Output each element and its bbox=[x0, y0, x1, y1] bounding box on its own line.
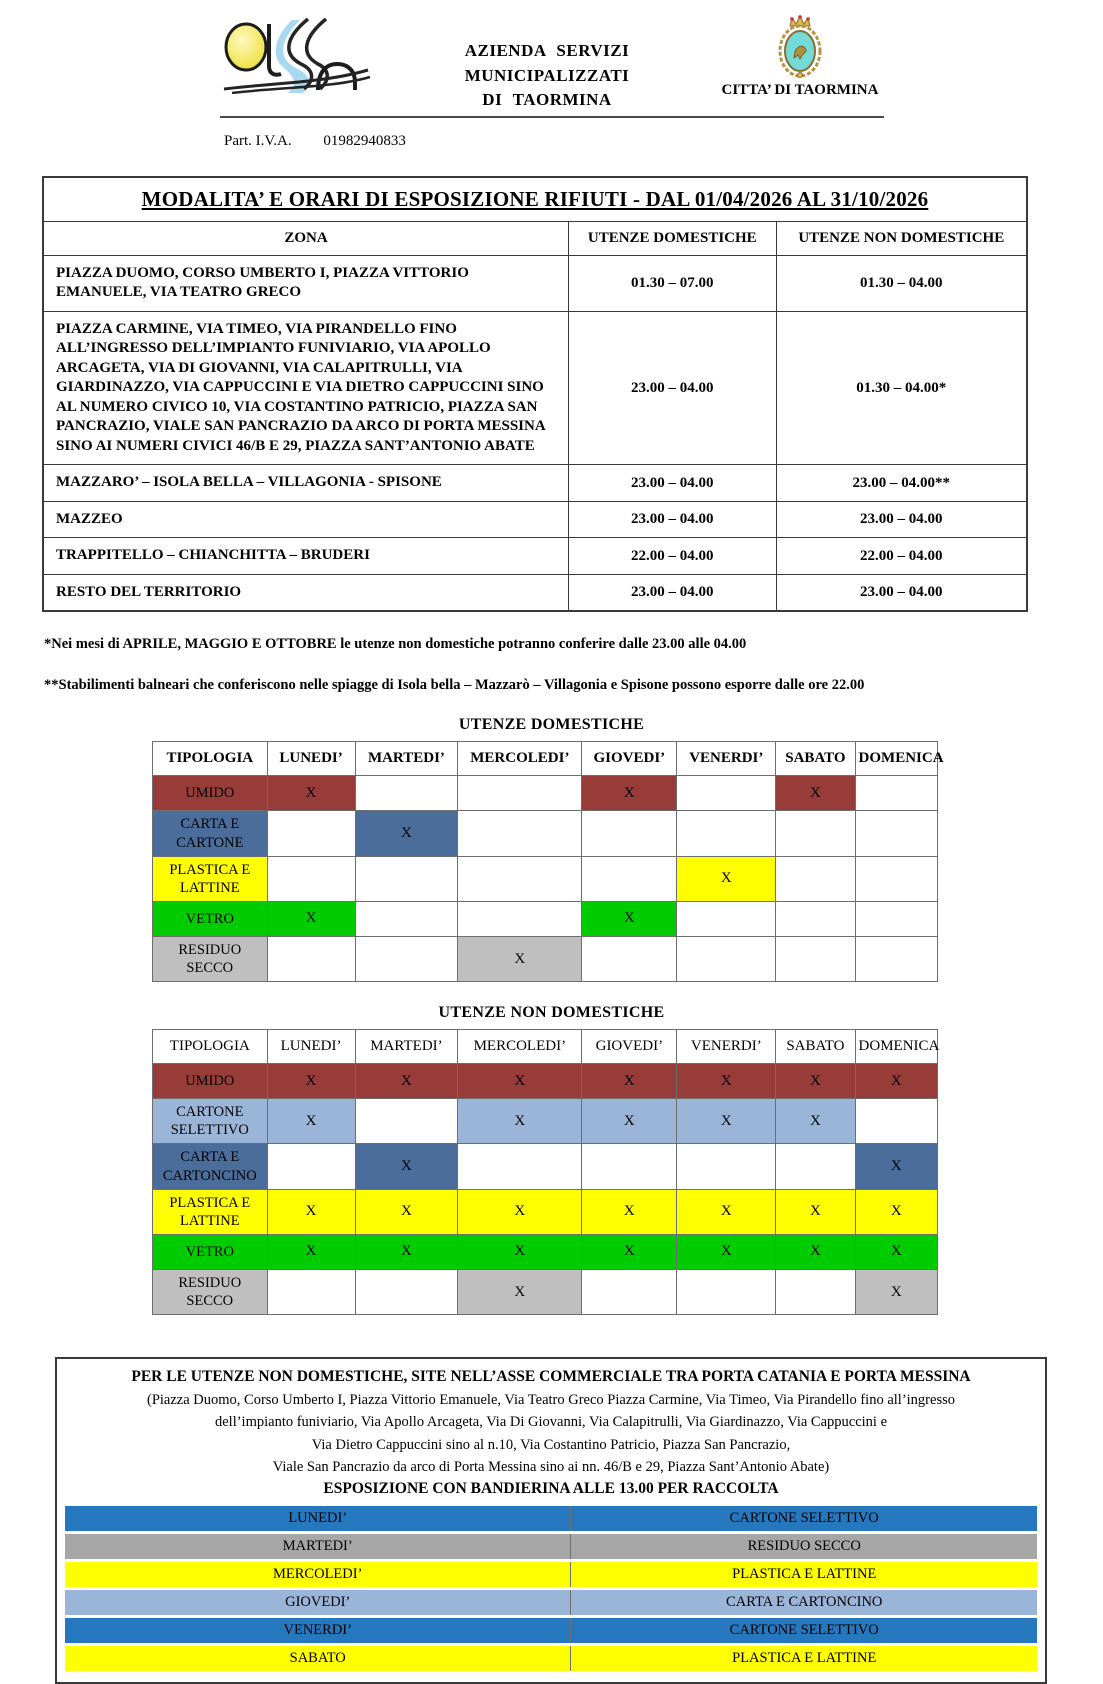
schedule-row bbox=[153, 1144, 938, 1189]
schedule-cell bbox=[776, 856, 855, 901]
schedule-cell: X bbox=[776, 1234, 855, 1269]
schedule-col-header: SABATO bbox=[776, 742, 855, 776]
flag-day: VENERDI’ bbox=[65, 1618, 570, 1643]
zones-col-header-non-domestic: UTENZE NON DOMESTICHE bbox=[776, 221, 1027, 255]
schedule-cell bbox=[267, 1269, 355, 1314]
schedule-cell bbox=[355, 856, 458, 901]
schedule-cell: X bbox=[582, 776, 677, 811]
organization-name-line1: AZIENDA SERVIZI MUNICIPALIZZATI bbox=[464, 41, 630, 85]
flag-day: MARTEDI’ bbox=[65, 1534, 570, 1559]
schedule-cell bbox=[677, 1144, 776, 1189]
zones-col-header-domestic: UTENZE DOMESTICHE bbox=[568, 221, 776, 255]
schedule-cell bbox=[855, 811, 937, 856]
schedule-header-row bbox=[153, 742, 938, 776]
schedule-col-header: LUNEDI’ bbox=[267, 742, 355, 776]
schedule-row bbox=[153, 1099, 938, 1144]
schedule-cell: X bbox=[582, 1234, 677, 1269]
flag-row bbox=[65, 1618, 1037, 1643]
vat-label: Part. I.V.A. bbox=[224, 132, 292, 149]
taormina-coat-of-arms-icon bbox=[772, 14, 828, 80]
schedule-cell: X bbox=[267, 1234, 355, 1269]
schedule-cell: X bbox=[855, 1234, 937, 1269]
non-domestic-hours: 01.30 – 04.00* bbox=[776, 311, 1027, 465]
schedule-cell: X bbox=[582, 901, 677, 936]
schedule-header-row bbox=[153, 1030, 938, 1064]
schedule-cell: X bbox=[776, 1189, 855, 1234]
document-header bbox=[220, 14, 884, 118]
non-domestic-hours: 22.00 – 04.00 bbox=[776, 538, 1027, 575]
schedule-cell: X bbox=[776, 1099, 855, 1144]
schedule-cell: X bbox=[267, 1064, 355, 1099]
schedule-cell bbox=[582, 856, 677, 901]
domestic-hours: 01.30 – 07.00 bbox=[568, 255, 776, 311]
schedule-cell bbox=[458, 776, 582, 811]
schedule-cell: X bbox=[267, 1189, 355, 1234]
schedule-cell: X bbox=[677, 1189, 776, 1234]
schedule-cell: X bbox=[582, 1064, 677, 1099]
schedule-cell: X bbox=[458, 936, 582, 981]
schedule-cell: X bbox=[458, 1234, 582, 1269]
flag-material: PLASTICA E LATTINE bbox=[570, 1646, 1037, 1671]
schedule-cell: X bbox=[355, 1234, 458, 1269]
schedule-col-header: TIPOLOGIA bbox=[153, 1030, 268, 1064]
schedule-cell bbox=[582, 1144, 677, 1189]
schedule-cell bbox=[355, 901, 458, 936]
schedule-cell bbox=[776, 811, 855, 856]
flag-material: CARTONE SELETTIVO bbox=[570, 1506, 1037, 1531]
zones-table bbox=[42, 176, 1028, 613]
zone-name: MAZZARO’ – ISOLA BELLA – VILLAGONIA - SPISONE bbox=[43, 465, 568, 502]
non-domestic-hours: 01.30 – 04.00 bbox=[776, 255, 1027, 311]
domestic-hours: 23.00 – 04.00 bbox=[568, 501, 776, 538]
zone-name: RESTO DEL TERRITORIO bbox=[43, 574, 568, 611]
schedule-cell bbox=[582, 1269, 677, 1314]
schedule-cell: X bbox=[458, 1269, 582, 1314]
schedule-row bbox=[153, 936, 938, 981]
document-title: MODALITA’ E ORARI DI ESPOSIZIONE RIFIUTI - DAL 01/04/2026 AL 31/10/2026 bbox=[141, 186, 929, 211]
schedule-cell: X bbox=[355, 1064, 458, 1099]
flag-row bbox=[65, 1506, 1037, 1531]
zone-row bbox=[43, 465, 1027, 502]
schedule-col-header: MARTEDI’ bbox=[355, 742, 458, 776]
schedule-cell bbox=[267, 811, 355, 856]
non-domestic-schedule-title: UTENZE NON DOMESTICHE bbox=[438, 1004, 665, 1022]
schedule-cell: X bbox=[582, 1099, 677, 1144]
schedule-col-header: VENERDI’ bbox=[677, 1030, 776, 1064]
schedule-cell bbox=[355, 776, 458, 811]
schedule-cell: X bbox=[677, 856, 776, 901]
commercial-axis-section bbox=[55, 1357, 1047, 1683]
waste-type-label: PLASTICA E LATTINE bbox=[153, 856, 268, 901]
schedule-col-header: GIOVEDI’ bbox=[582, 1030, 677, 1064]
schedule-cell bbox=[677, 811, 776, 856]
schedule-cell bbox=[677, 936, 776, 981]
waste-type-label: UMIDO bbox=[153, 1064, 268, 1099]
schedule-cell bbox=[677, 1269, 776, 1314]
schedule-row bbox=[153, 1189, 938, 1234]
flag-row bbox=[65, 1646, 1037, 1671]
streets-line: Via Dietro Cappuccini sino al n.10, Via Costantino Patricio, Piazza San Pancrazio, bbox=[311, 1436, 791, 1453]
schedule-row bbox=[153, 811, 938, 856]
zone-row bbox=[43, 538, 1027, 575]
flag-day: LUNEDI’ bbox=[65, 1506, 570, 1531]
waste-type-label: RESIDUO SECCO bbox=[153, 1269, 268, 1314]
schedule-cell: X bbox=[855, 1144, 937, 1189]
non-domestic-hours: 23.00 – 04.00 bbox=[776, 574, 1027, 611]
schedule-cell bbox=[776, 901, 855, 936]
waste-type-label: UMIDO bbox=[153, 776, 268, 811]
flag-day: GIOVEDI’ bbox=[65, 1590, 570, 1615]
schedule-cell bbox=[355, 1099, 458, 1144]
domestic-hours: 23.00 – 04.00 bbox=[568, 465, 776, 502]
flag-material: CARTONE SELETTIVO bbox=[570, 1618, 1037, 1643]
schedule-col-header: TIPOLOGIA bbox=[153, 742, 268, 776]
domestic-schedule-table bbox=[152, 741, 944, 982]
schedule-cell: X bbox=[582, 1189, 677, 1234]
schedule-cell bbox=[677, 776, 776, 811]
commercial-axis-heading: PER LE UTENZE NON DOMESTICHE, SITE NELL’ASSE COMMERCIALE TRA PORTA CATANIA E PORTA MESSINA bbox=[131, 1368, 971, 1386]
domestic-hours: 23.00 – 04.00 bbox=[568, 574, 776, 611]
organization-name bbox=[378, 14, 716, 113]
non-domestic-hours: 23.00 – 04.00** bbox=[776, 465, 1027, 502]
footnote-double-asterisk: **Stabilimenti balneari che conferiscono nelle spiagge di Isola bella – Mazzarò – Villagonia e Spisone possono esporre dalle ore 22.00 bbox=[44, 677, 865, 694]
schedule-col-header: MARTEDI’ bbox=[355, 1030, 458, 1064]
schedule-cell bbox=[776, 1144, 855, 1189]
city-emblem-block bbox=[716, 14, 884, 99]
zone-name: MAZZEO bbox=[43, 501, 568, 538]
organization-name-line2: DI TAORMINA bbox=[482, 90, 612, 110]
schedule-cell bbox=[267, 1144, 355, 1189]
schedule-cell bbox=[855, 776, 937, 811]
city-label: CITTA’ DI TAORMINA bbox=[721, 82, 879, 98]
waste-type-label: CARTA E CARTONE bbox=[153, 811, 268, 856]
waste-type-label: PLASTICA E LATTINE bbox=[153, 1189, 268, 1234]
flag-day: SABATO bbox=[65, 1646, 570, 1671]
flag-material: PLASTICA E LATTINE bbox=[570, 1562, 1037, 1587]
flag-days-table bbox=[65, 1503, 1037, 1674]
footnote-single-asterisk: *Nei mesi di APRILE, MAGGIO E OTTOBRE le utenze non domestiche potranno conferire dalle 23.00 alle 04.00 bbox=[44, 636, 747, 653]
streets-line: Viale San Pancrazio da arco di Porta Messina sino ai nn. 46/B e 29, Piazza Sant’Antonio Abate) bbox=[272, 1459, 830, 1476]
schedule-cell: X bbox=[855, 1189, 937, 1234]
schedule-cell: X bbox=[855, 1064, 937, 1099]
schedule-cell: X bbox=[677, 1234, 776, 1269]
zone-row bbox=[43, 311, 1027, 465]
flag-row bbox=[65, 1590, 1037, 1615]
schedule-row bbox=[153, 1269, 938, 1314]
schedule-cell bbox=[355, 936, 458, 981]
schedule-cell bbox=[582, 811, 677, 856]
schedule-cell: X bbox=[355, 811, 458, 856]
flag-material: RESIDUO SECCO bbox=[570, 1534, 1037, 1559]
flag-day: MERCOLEDI’ bbox=[65, 1562, 570, 1587]
flag-material: CARTA E CARTONCINO bbox=[570, 1590, 1037, 1615]
schedule-cell bbox=[855, 936, 937, 981]
schedule-cell: X bbox=[355, 1144, 458, 1189]
schedule-cell bbox=[776, 936, 855, 981]
schedule-cell: X bbox=[267, 1099, 355, 1144]
vat-line bbox=[224, 133, 1103, 150]
schedule-cell bbox=[776, 1269, 855, 1314]
schedule-cell bbox=[582, 936, 677, 981]
zones-header-row bbox=[43, 221, 1027, 255]
schedule-cell: X bbox=[458, 1064, 582, 1099]
vat-number: 01982940833 bbox=[323, 132, 406, 149]
schedule-col-header: GIOVEDI’ bbox=[582, 742, 677, 776]
zones-col-header-zona: ZONA bbox=[43, 221, 568, 255]
schedule-row bbox=[153, 1064, 938, 1099]
schedule-cell bbox=[677, 901, 776, 936]
schedule-row bbox=[153, 901, 938, 936]
schedule-cell: X bbox=[355, 1189, 458, 1234]
schedule-cell bbox=[267, 936, 355, 981]
schedule-col-header: MERCOLEDI’ bbox=[458, 1030, 582, 1064]
flag-row bbox=[65, 1534, 1037, 1559]
schedule-cell bbox=[855, 856, 937, 901]
waste-type-label: VETRO bbox=[153, 1234, 268, 1269]
schedule-row bbox=[153, 856, 938, 901]
flag-row bbox=[65, 1562, 1037, 1587]
schedule-cell: X bbox=[267, 901, 355, 936]
schedule-cell bbox=[458, 901, 582, 936]
schedule-col-header: DOMENICA bbox=[855, 742, 937, 776]
domestic-schedule-title: UTENZE DOMESTICHE bbox=[458, 716, 645, 734]
zone-name: TRAPPITELLO – CHIANCHITTA – BRUDERI bbox=[43, 538, 568, 575]
schedule-cell bbox=[458, 811, 582, 856]
schedule-cell: X bbox=[855, 1269, 937, 1314]
flag-exposure-subheading: ESPOSIZIONE CON BANDIERINA ALLE 13.00 PER RACCOLTA bbox=[323, 1479, 779, 1497]
asm-logo-icon bbox=[220, 14, 378, 99]
waste-type-label: RESIDUO SECCO bbox=[153, 936, 268, 981]
schedule-cell: X bbox=[776, 1064, 855, 1099]
waste-type-label: CARTA E CARTONCINO bbox=[153, 1144, 268, 1189]
schedule-cell bbox=[355, 1269, 458, 1314]
schedule-cell: X bbox=[776, 776, 855, 811]
schedule-cell: X bbox=[677, 1099, 776, 1144]
title-row bbox=[43, 177, 1027, 222]
schedule-row bbox=[153, 776, 938, 811]
zone-row bbox=[43, 501, 1027, 538]
schedule-col-header: SABATO bbox=[776, 1030, 855, 1064]
schedule-cell bbox=[855, 1099, 937, 1144]
zone-name: PIAZZA DUOMO, CORSO UMBERTO I, PIAZZA VITTORIO EMANUELE, VIA TEATRO GRECO bbox=[43, 255, 568, 311]
schedule-cell bbox=[458, 856, 582, 901]
schedule-row bbox=[153, 1234, 938, 1269]
domestic-hours: 23.00 – 04.00 bbox=[568, 311, 776, 465]
schedule-cell: X bbox=[458, 1189, 582, 1234]
schedule-cell: X bbox=[267, 776, 355, 811]
schedule-col-header: DOMENICA bbox=[855, 1030, 937, 1064]
schedule-cell bbox=[267, 856, 355, 901]
streets-line: dell’impianto funiviario, Via Apollo Arcageta, Via Di Giovanni, Via Calapitrulli, Via Giardinazzo, Via Cappuccini e bbox=[214, 1414, 888, 1431]
waste-type-label: VETRO bbox=[153, 901, 268, 936]
schedule-cell bbox=[458, 1144, 582, 1189]
non-domestic-schedule-table bbox=[152, 1029, 938, 1315]
schedule-cell: X bbox=[458, 1099, 582, 1144]
commercial-axis-streets bbox=[65, 1389, 1037, 1479]
domestic-hours: 22.00 – 04.00 bbox=[568, 538, 776, 575]
schedule-cell: X bbox=[677, 1064, 776, 1099]
zone-row bbox=[43, 574, 1027, 611]
schedule-col-header: MERCOLEDI’ bbox=[458, 742, 582, 776]
non-domestic-hours: 23.00 – 04.00 bbox=[776, 501, 1027, 538]
schedule-col-header: LUNEDI’ bbox=[267, 1030, 355, 1064]
waste-type-label: CARTONE SELETTIVO bbox=[153, 1099, 268, 1144]
zone-row bbox=[43, 255, 1027, 311]
streets-line: (Piazza Duomo, Corso Umberto I, Piazza Vittorio Emanuele, Via Teatro Greco Piazza Carmine, Via Timeo, Via Pirandello fino all’ingresso bbox=[147, 1391, 955, 1408]
zone-name: PIAZZA CARMINE, VIA TIMEO, VIA PIRANDELLO FINO ALL’INGRESSO DELL’IMPIANTO FUNIVIARIO, VIA APOLLO ARCAGETA, VIA DI GIOVANNI, VIA CALAPITRULLI, VIA GIARDINAZZO, VIA CAPPUCCINI E VIA DIETRO CAPPUCCINI SINO AL NUMERO CIVICO 10, VIA COSTANTINO PATRICIO, PIAZZA SAN PANCRAZIO, VIALE SAN PANCRAZIO DA ARCO DI PORTA MESSINA SINO AI NUMERI CIVICI 46/B E 29, PIAZZA SANT’ANTONIO ABATE bbox=[43, 311, 568, 465]
schedule-cell bbox=[855, 901, 937, 936]
schedule-col-header: VENERDI’ bbox=[677, 742, 776, 776]
